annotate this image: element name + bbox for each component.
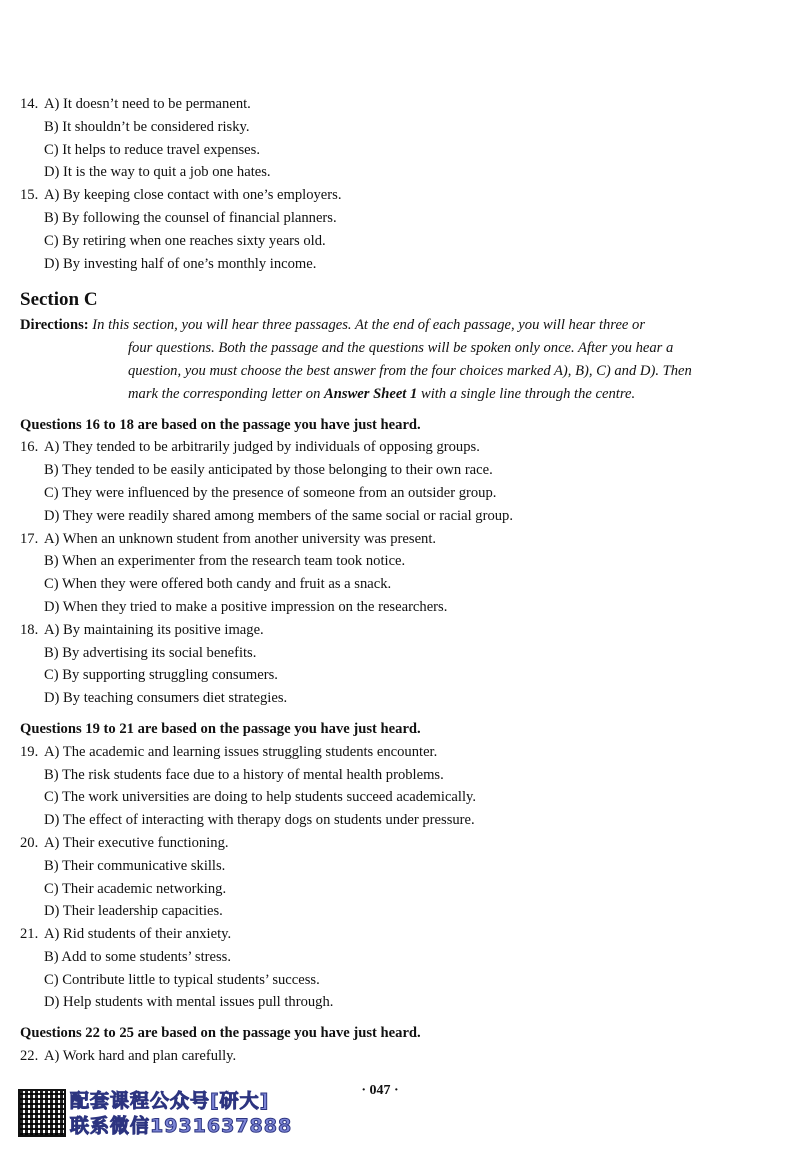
group-header: Questions 16 to 18 are based on the passage you have just heard. [20,416,421,433]
directions-line-4-post: with a single line through the centre. [417,385,636,402]
option-text: B) Their communicative skills. [44,857,226,874]
question-number: 20. [20,834,39,851]
answer-option [20,573,780,596]
option-text: B) When an experimenter from the research team took notice. [44,553,406,570]
directions-label: Directions: [20,317,89,334]
question [20,184,780,275]
option-text: A) When an unknown student from another university was present. [44,530,437,547]
question [20,436,780,527]
question-number: 17. [20,530,39,547]
option-text: C) They were influenced by the presence of someone from an outsider group. [44,484,497,501]
answer-option [20,687,780,710]
option-text: D) Their leadership capacities. [44,903,223,920]
question [20,923,780,1014]
group-header: Questions 22 to 25 are based on the passage you have just heard. [20,1025,421,1042]
answer-option [20,184,780,207]
option-text: B) It shouldn’t be considered risky. [44,118,250,135]
option-text: C) By supporting struggling consumers. [44,667,278,684]
question-number: 16. [20,439,39,456]
option-text: D) It is the way to quit a job one hates. [44,164,271,181]
option-text: D) By investing half of one’s monthly income. [44,255,317,272]
answer-option [20,619,780,642]
watermark [18,1089,318,1141]
answer-option [20,991,780,1014]
directions-line-1: In this section, you will hear three passages. At the end of each passage, you will hear three or [92,317,646,334]
option-text: A) Their executive functioning. [44,834,229,851]
option-text: C) Their academic networking. [44,880,227,897]
option-text: D) They were readily shared among members of the same social or racial group. [44,507,513,524]
answer-option [20,436,780,459]
option-text: A) Rid students of their anxiety. [44,926,232,943]
option-text: C) Contribute little to typical students’ success. [44,971,320,988]
answer-option [20,764,780,787]
section-title: Section C [20,289,98,311]
option-text: B) Add to some students’ stress. [44,948,232,965]
option-text: D) When they tried to make a positive impression on the researchers. [44,598,448,615]
question-number: 15. [20,187,39,204]
watermark-line-2: 联系微信1931637888 [70,1115,293,1137]
option-text: A) They tended to be arbitrarily judged by individuals of opposing groups. [44,439,480,456]
option-text: D) By teaching consumers diet strategies. [44,690,288,707]
question-number: 21. [20,926,39,943]
question-number: 14. [20,96,39,112]
directions-line-3: question, you must choose the best answer from the four choices marked A), B), C) and D). Then [128,362,692,379]
carryover-questions [20,93,780,275]
directions-line-2: four questions. Both the passage and the questions will be spoken only once. After you hear a [128,340,674,357]
question-number: 19. [20,743,39,760]
option-text: C) The work universities are doing to help students succeed academically. [44,789,477,806]
answer-option [20,207,780,230]
option-text: A) The academic and learning issues struggling students encounter. [44,743,438,760]
directions [20,314,780,405]
question [20,619,780,710]
answer-option [20,900,780,923]
answer-option [20,786,780,809]
option-text: A) By keeping close contact with one’s employers. [44,187,342,204]
qr-code-icon [18,1089,66,1137]
answer-option [20,832,780,855]
option-text: A) Work hard and plan carefully. [44,1048,237,1065]
question [20,741,780,832]
answer-option [20,642,780,665]
question [20,832,780,923]
option-text: D) Help students with mental issues pull through. [44,994,334,1011]
answer-option [20,923,780,946]
answer-option [20,116,780,139]
answer-sheet-ref: Answer Sheet 1 [324,385,418,402]
question-number: 22. [20,1048,39,1065]
question [20,528,780,619]
answer-option [20,482,780,505]
answer-option [20,969,780,992]
option-text: C) When they were offered both candy and fruit as a snack. [44,576,392,593]
answer-option [20,161,780,184]
answer-option [20,878,780,901]
question-number: 18. [20,621,39,638]
question-groups [20,414,780,1068]
question-group [20,1022,780,1068]
answer-option [20,528,780,551]
directions-line-4-pre: mark the corresponding letter on [128,385,325,402]
answer-option [20,550,780,573]
option-text: B) By advertising its social benefits. [44,644,257,661]
answer-option [20,230,780,253]
option-text: A) It doesn’t need to be permanent. [44,96,251,112]
answer-option [20,741,780,764]
answer-option [20,809,780,832]
question-group [20,718,780,1014]
answer-option [20,139,780,162]
answer-option [20,855,780,878]
page-content [20,93,780,1068]
option-text: D) The effect of interacting with therapy dogs on students under pressure. [44,812,475,829]
directions-line-4 [20,383,780,406]
question-group [20,414,780,710]
question [20,1045,780,1068]
answer-option [20,253,780,276]
option-text: C) It helps to reduce travel expenses. [44,141,260,158]
watermark-line-1: 配套课程公众号[研大] [70,1090,270,1112]
answer-option [20,459,780,482]
answer-option [20,596,780,619]
answer-option [20,664,780,687]
page-number: · 047 · [361,1083,399,1098]
option-text: B) The risk students face due to a history of mental health problems. [44,766,444,783]
group-header: Questions 19 to 21 are based on the passage you have just heard. [20,720,421,737]
option-text: B) By following the counsel of financial planners. [44,209,337,226]
option-text: B) They tended to be easily anticipated by those belonging to their own race. [44,462,493,479]
answer-option [20,93,780,116]
option-text: A) By maintaining its positive image. [44,621,264,638]
question [20,93,780,184]
answer-option [20,505,780,528]
answer-option [20,1045,780,1068]
option-text: C) By retiring when one reaches sixty years old. [44,232,326,249]
answer-option [20,946,780,969]
